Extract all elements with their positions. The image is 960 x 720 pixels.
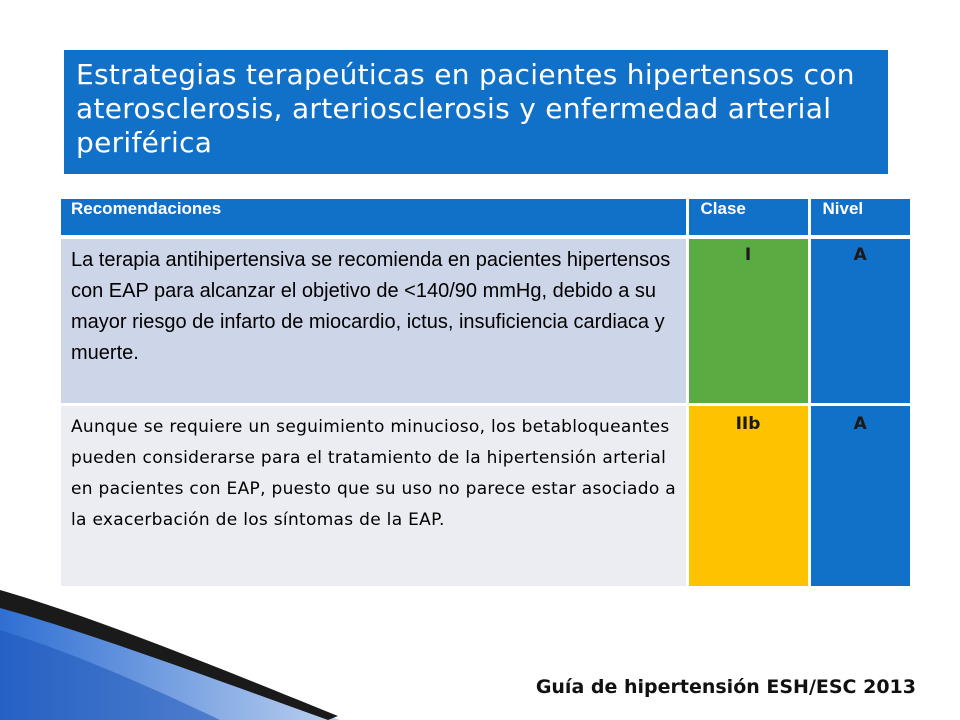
level-value: A [853, 245, 867, 265]
header-nivel: Nivel [809, 199, 910, 237]
recommendation-text: La terapia antihipertensiva se recomienda en pacientes hipertensos con EAP para alcanzar el objetivo de <140/90 mmHg, debido a su mayor riesgo de infarto de miocardio, ictus, insuficiencia cardiaca y muerte. [61, 237, 687, 404]
class-value: IIb [735, 413, 761, 434]
header-clase: Clase [687, 199, 809, 237]
recommendations-table [61, 199, 910, 586]
level-cell [809, 237, 910, 404]
class-value: I [744, 245, 752, 265]
decorative-swoosh [0, 590, 340, 720]
class-cell [687, 237, 809, 404]
table-row [61, 404, 910, 586]
level-cell [809, 404, 910, 586]
header-recomendaciones: Recomendaciones [61, 199, 687, 237]
table-row [61, 237, 910, 404]
table-header-row [61, 199, 910, 237]
class-cell [687, 404, 809, 586]
recommendation-text: Aunque se requiere un seguimiento minucioso, los betabloqueantes pueden considerarse para el tratamiento de la hipertensión arterial en pacientes con EAP, puesto que su uso no parece estar asociado a la exacerbación de los síntomas de la EAP. [61, 404, 687, 586]
page-title: Estrategias terapeúticas en pacientes hipertensos con aterosclerosis, arteriosclerosis y enfermedad arterial periférica [76, 58, 855, 159]
source-caption: Guía de hipertensión ESH/ESC 2013 [535, 676, 916, 698]
level-value: A [853, 413, 867, 434]
title-banner [64, 50, 888, 174]
